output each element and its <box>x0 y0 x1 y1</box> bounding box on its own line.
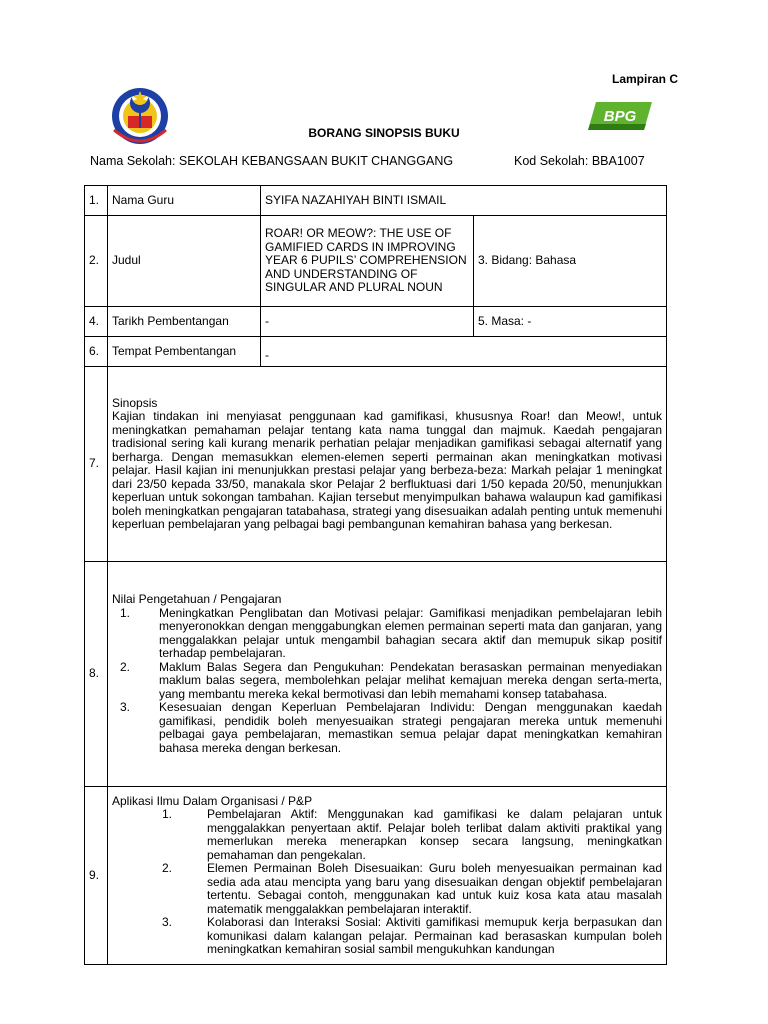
synopsis-text: Kajian tindakan ini menyiasat penggunaan kad gamifikasi, khususnya Roar! dan Meow!, untuk meningkatkan pemahaman pelajar tentang kata nama tunggal dan majmuk. Kaedah pengajaran tradisional sering kali kurang menarik perhatian pelajar menjadikan gamifikasi sebagai alternatif yang berharga. Dengan memasukkan elemen-elemen seperti permainan akan meningkatkan motivasi pelajar. Hasil kajian ini menunjukkan prestasi pelajar yang berbeza-beza: Markah pelajar 1 meningkat dari 23/50 kepada 33/50, manakala skor Pelajar 2 berfluktuasi dari 1/50 kepada 20/50, menunjukkan keperluan untuk sokongan tambahan. Kajian tersebut menyimpulkan bahawa walaupun kad gamifikasi boleh meningkatkan pengajaran tatabahasa, strategi yang disesuaikan adalah penting untuk memenuhi keperluan pembelajaran yang pelbagai bagi pembangunan kemahiran bahasa yang berkesan. <box>112 409 662 531</box>
table-row-presentation-date <box>85 307 667 337</box>
item-text: Elemen Permainan Boleh Disesuaikan: Guru boleh menyesuaikan permainan kad sedia ada atau mencipta yang baru yang disesuaikan dengan objektif pembelajaran tertentu. Sebagai contoh, menggunakan kad untuk kuiz kosa kata atau masalah matematik menggalakkan pembelajaran interaktif. <box>207 861 662 916</box>
presentation-place-value: - <box>261 337 667 367</box>
row-number: 4. <box>85 307 108 337</box>
list-item <box>112 916 662 957</box>
knowledge-value-heading: Nilai Pengetahuan / Pengajaran <box>112 592 282 606</box>
list-item <box>112 808 662 862</box>
synopsis-form-table <box>84 185 667 965</box>
presentation-place-label: Tempat Pembentangan <box>108 337 261 367</box>
table-row-presentation-place <box>85 337 667 367</box>
row-number: 8. <box>85 562 108 787</box>
school-code: Kod Sekolah: BBA1007 <box>514 154 645 168</box>
item-number: 1. <box>162 807 173 821</box>
table-row-synopsis <box>85 367 667 562</box>
list-item <box>112 607 662 661</box>
row-number: 7. <box>85 367 108 562</box>
row-number: 2. <box>85 216 108 307</box>
item-number: 2. <box>162 861 173 875</box>
item-number: 3. <box>162 915 173 929</box>
teacher-name-value: SYIFA NAZAHIYAH BINTI ISMAIL <box>261 186 667 216</box>
title-value: ROAR! OR MEOW?: THE USE OF GAMIFIED CARDS IN IMPROVING YEAR 6 PUPILS’ COMPREHENSION AND UNDERSTANDING OF SINGULAR AND PLURAL NOUN <box>261 216 474 307</box>
item-text: Kesesuaian dengan Keperluan Pembelajaran Individu: Dengan menggunakan kaedah gamifikasi, pendidik boleh menyesuaikan strategi pengajaran mereka untuk memenuhi pelbagai gaya pembelajaran, memastikan semua pelajar dapat meningkatkan kemahiran bahasa mereka dengan berkesan. <box>159 700 662 755</box>
field-value: 3. Bidang: Bahasa <box>474 216 667 307</box>
form-title: BORANG SINOPSIS BUKU <box>308 126 460 140</box>
item-number: 1. <box>120 605 131 620</box>
row-number: 1. <box>85 186 108 216</box>
item-text: Kolaborasi dan Interaksi Sosial: Aktiviti gamifikasi memupuk kerja berpasukan dan komunikasi dalam kalangan pelajar. Permainan kad berasaskan kumpulan boleh meningkatkan kemahiran sosial sambil mengukuhkan kandungan <box>207 915 662 956</box>
row-number: 6. <box>85 337 108 367</box>
list-item <box>112 862 662 916</box>
application-heading: Aplikasi Ilmu Dalam Organisasi / P&P <box>112 793 313 808</box>
row-number: 9. <box>85 787 108 965</box>
presentation-date-label: Tarikh Pembentangan <box>108 307 261 337</box>
knowledge-value-cell <box>108 562 667 787</box>
table-row-application <box>85 787 667 965</box>
item-number: 3. <box>120 700 131 714</box>
list-item <box>112 701 662 755</box>
application-list <box>112 808 662 957</box>
table-row-knowledge-value <box>85 562 667 787</box>
appendix-label: Lampiran C <box>611 72 678 86</box>
list-item <box>112 661 662 702</box>
title-label: Judul <box>108 216 261 307</box>
synopsis-heading: Sinopsis <box>112 395 158 410</box>
teacher-name-label: Nama Guru <box>108 186 261 216</box>
presentation-date-value: - <box>261 307 474 337</box>
knowledge-value-list <box>112 607 662 756</box>
application-cell <box>108 787 667 965</box>
item-text: Maklum Balas Segera dan Pengukuhan: Pendekatan berasaskan permainan menyediakan maklum balas segera, membolehkan pelajar melihat kemajuan mereka dengan serta-merta, yang membantu mereka kekal bermotivasi dan lebih memahami konsep tatabahasa. <box>159 659 662 701</box>
item-number: 2. <box>120 659 131 674</box>
item-text: Meningkatkan Penglibatan dan Motivasi pelajar: Gamifikasi menjadikan pembelajaran lebih menyeronokkan dengan menggabungkan elemen permainan seperti mata dan ganjaran, yang menggalakkan pelajar untuk mengambil bahagian secara aktif dan memupuk sikap positif terhadap pembelajaran. <box>159 605 662 660</box>
time-value: 5. Masa: - <box>474 307 667 337</box>
item-text: Pembelajaran Aktif: Menggunakan kad gamifikasi ke dalam pelajaran untuk menggalakkan penyertaan aktif. Pelajar boleh terlibat dalam aktiviti praktikal yang memerlukan mereka menerapkan konsep secara langsung, meningkatkan pemahaman dan pengekalan. <box>207 807 662 862</box>
table-row-title <box>85 216 667 307</box>
synopsis-cell <box>108 367 667 562</box>
bpg-logo-text: BPG <box>603 108 637 125</box>
school-name: Nama Sekolah: SEKOLAH KEBANGSAAN BUKIT CHANGGANG <box>90 154 454 168</box>
table-row-teacher-name <box>85 186 667 216</box>
